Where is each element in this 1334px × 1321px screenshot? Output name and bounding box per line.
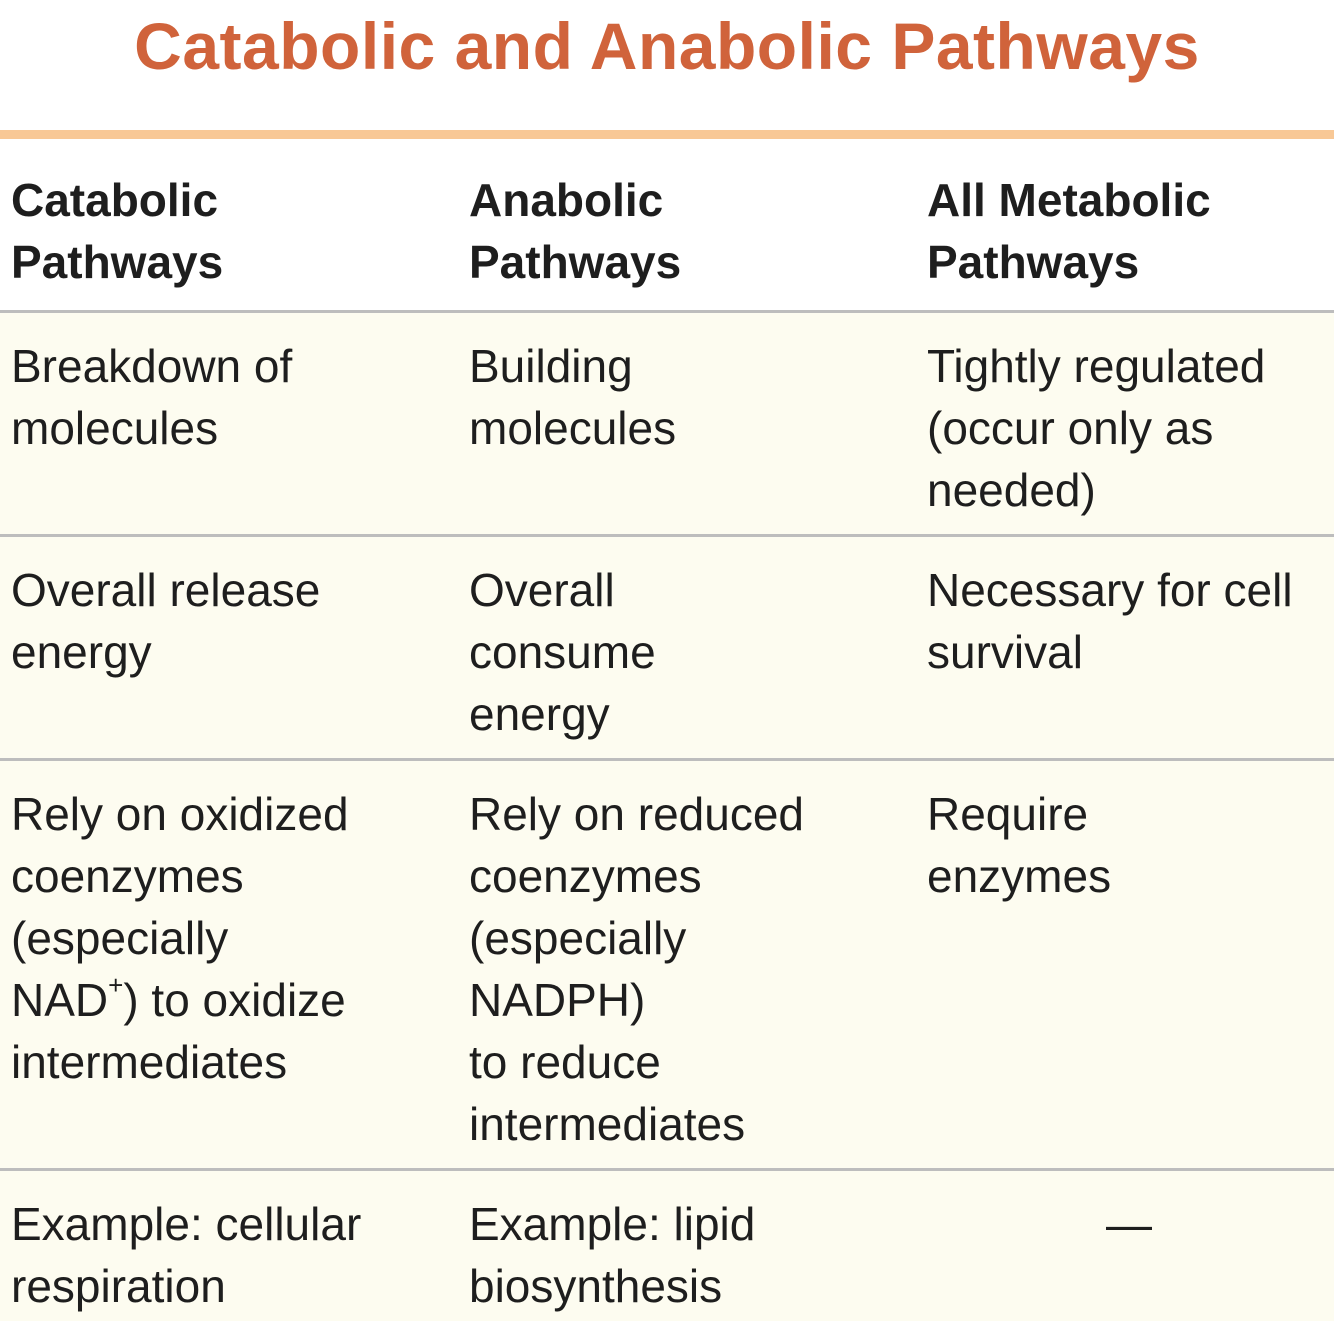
header-catabolic: Catabolic Pathways bbox=[11, 174, 224, 288]
table-row bbox=[0, 1171, 1334, 1321]
cell-anabolic: Building molecules bbox=[469, 340, 677, 454]
table-header-row bbox=[0, 145, 1334, 310]
cell-all-metabolic: Require enzymes bbox=[927, 788, 1112, 902]
cell-all-metabolic: Necessary for cell survival bbox=[927, 564, 1293, 678]
table-row bbox=[0, 537, 1334, 759]
cell-text: Rely on oxidized coenzymes (especially NAD bbox=[11, 788, 349, 1026]
superscript-plus: + bbox=[108, 970, 124, 1000]
header-all-metabolic: All Metabolic Pathways bbox=[927, 174, 1211, 288]
cell-catabolic bbox=[11, 783, 451, 1093]
header-anabolic: Anabolic Pathways bbox=[469, 174, 682, 288]
cell-anabolic: Rely on reduced coenzymes (especially NADPH) to reduce intermediates bbox=[469, 788, 804, 1150]
cell-catabolic: Example: cellular respiration bbox=[11, 1198, 362, 1312]
cell-anabolic: Overall consume energy bbox=[469, 564, 656, 740]
cell-all-metabolic: — bbox=[1106, 1198, 1152, 1250]
table-row bbox=[0, 761, 1334, 1169]
title-underline bbox=[0, 130, 1334, 139]
cell-catabolic: Overall release energy bbox=[11, 564, 321, 678]
page-title: Catabolic and Anabolic Pathways bbox=[134, 9, 1200, 83]
table-row bbox=[0, 313, 1334, 535]
cell-all-metabolic: Tightly regulated (occur only as needed) bbox=[927, 340, 1266, 516]
cell-text-tail: ) to oxidize intermediates bbox=[11, 974, 346, 1088]
cell-anabolic: Example: lipid biosynthesis bbox=[469, 1198, 756, 1312]
cell-catabolic: Breakdown of molecules bbox=[11, 340, 293, 454]
